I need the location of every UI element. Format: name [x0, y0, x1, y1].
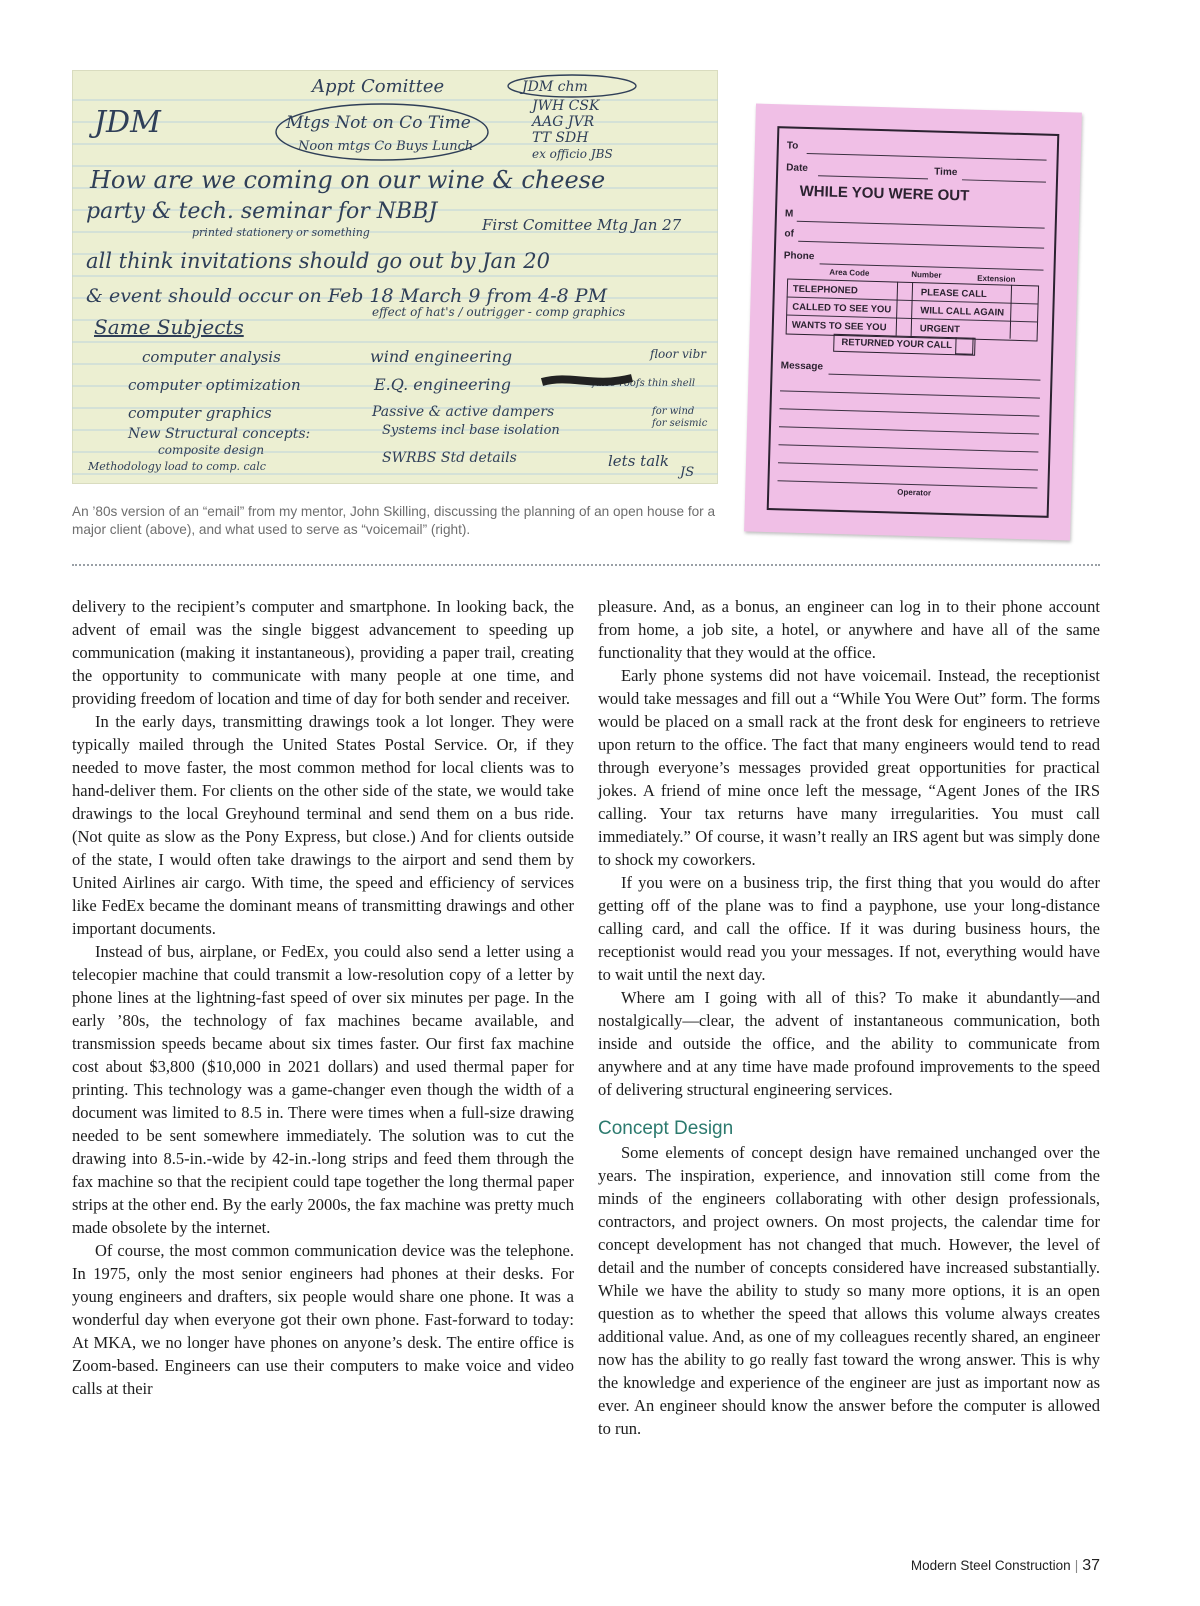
note-line: lets talk [608, 452, 670, 470]
form-phone-label: Phone [783, 250, 815, 263]
paragraph: delivery to the recipient’s computer and smartphone. In looking back, the advent of email was the single biggest advancement to speeding up communication (making it instantaneous), providing a paper trail, creating the opportunity to communicate with many people at one time, and providing freedom of location and time of day for both sender and receiver. [72, 597, 574, 708]
form-title: WHILE YOU WERE OUT [799, 182, 970, 205]
note-line: for seismic [652, 418, 708, 429]
note-line: computer analysis [142, 348, 281, 366]
form-to-label: To [786, 140, 799, 152]
note-line: Passive & active dampers [372, 404, 555, 420]
note-line: false roofs thin shell [592, 378, 696, 389]
paragraph: pleasure. And, as a bonus, an engineer can log in to their phone account from home, a job site, a hotel, or anywhere and have all of the same functionality that they would at the office. [598, 597, 1100, 662]
dotted-divider [72, 564, 1100, 566]
note-line: party & tech. seminar for NBBJ [86, 199, 438, 224]
form-check-called: CALLED TO SEE YOU [792, 301, 892, 316]
note-line: How are we coming on our wine & cheese [90, 166, 606, 194]
note-line: Noon mtgs Co Buys Lunch [298, 139, 474, 154]
paragraph: Of course, the most common communication device was the telephone. In 1975, only the most senior engineers had phones at their desks. For young engineers and drafters, six people would share one phone. It was a wonderful day when everyone got their own phone. Fast-forward to today: At MKA, we no longer have phones on anyone’s desk. The entire office is Zoom-based. Engineers can use their computers to make voice and video calls at their [72, 1241, 574, 1398]
note-line: ex officio JBS [532, 147, 613, 161]
form-extension-label: Extension [977, 273, 1016, 284]
note-line: Mtgs Not on Co Time [286, 113, 471, 133]
form-message-label: Message [780, 360, 824, 373]
note-line: & event should occur on Feb 18 March 9 from 4-8 PM [86, 285, 608, 307]
note-line: TT SDH [532, 130, 589, 146]
note-line: SWRBS Std details [382, 450, 517, 466]
note-line: JS [680, 465, 695, 480]
note-line: composite design [158, 443, 265, 457]
paragraph: Where am I going with all of this? To make it abundantly—and nostalgically—clear, the advent of instantaneous communication, both inside and outside the office, and the ability to communicate from anywhere and at any time have made profound improvements to the speed of delivering structural engineering services. [598, 988, 1100, 1099]
note-line: printed stationery or something [192, 226, 370, 239]
note-line: Methodology load to comp. calc [88, 460, 266, 473]
page-number: 37 [1082, 1557, 1100, 1574]
paragraph: If you were on a business trip, the first thing that you would do after getting off of the plane was to find a payphone, use your long-distance calling card, and call the office. If it was during business hours, the receptionist would read you your messages. If not, everything would have to wait until the next day. [598, 873, 1100, 984]
form-operator-label: Operator [897, 487, 932, 498]
note-line: JWH CSK [532, 98, 600, 114]
note-line: Systems incl base isolation [382, 423, 560, 438]
handwritten-note-image [72, 70, 718, 484]
form-area-code-label: Area Code [829, 267, 870, 278]
section-heading: Concept Design [598, 1118, 734, 1139]
while-you-were-out-form [744, 104, 1082, 541]
note-line: First Comittee Mtg Jan 27 [482, 216, 682, 234]
note-line: E.Q. engineering [374, 375, 511, 394]
form-m-label: M [784, 208, 794, 220]
page-footer: Modern Steel Construction | 37 [910, 1557, 1100, 1574]
form-border [767, 126, 1060, 518]
paragraph: Some elements of concept design have remained unchanged over the years. The inspiration, experience, and innovation still come from the minds of the engineers collaborating with other design professionals, contractors, and project owners. On most projects, the calendar time for concept development has not changed that much. However, the level of detail and the number of concepts considered have increased substantially. While we have the ability to study so many more options, it is an open question as to whether the speed that allows this volume always creates additional value. And, as one of my colleagues recently shared, an engineer now has the ability to go really fast toward the wrong answer. This is why the knowledge and experience of the engineer are just as important now as ever. An engineer should know the answer before the computer is allowed to run. [598, 1143, 1100, 1438]
note-line: Appt Comittee [312, 76, 445, 97]
figure-caption: An ’80s version of an “email” from my mentor, John Skilling, discussing the planning of an open house for a major client (above), and what used to serve as “voicemail” (right). [72, 504, 716, 537]
note-line: wind engineering [370, 347, 513, 366]
note-line: all think invitations should go out by Jan 20 [86, 249, 550, 273]
form-check-please-call: PLEASE CALL [920, 287, 987, 301]
form-check-urgent: URGENT [919, 323, 961, 336]
note-line: computer graphics [128, 404, 272, 422]
note-line: New Structural concepts: [128, 426, 311, 442]
note-line: Same Subjects [94, 315, 244, 339]
handwritten-note-svg [72, 70, 718, 484]
note-line: JDM chm [522, 79, 588, 95]
form-date-label: Date [786, 162, 809, 175]
note-line: for wind [652, 406, 695, 417]
note-line: AAG JVR [532, 114, 595, 130]
paragraph: Instead of bus, airplane, or FedEx, you could also send a letter using a telecopier machine that could transmit a low-resolution copy of a letter by phone lines at the lightning-fast speed of over six minutes per page. In the early ’80s, the technology of fax machines became available, and transmission speeds became about six times faster. Our first fax machine cost about $3,800 ($10,000 in 2021 dollars) and used thermal paper for printing. This technology was a game-changer even though the width of a document was limited to 8.5 in. There were times when a full-size drawing needed to be sent somewhere immediately. The solution was to cut the drawing into 8.5-in.-wide by 42-in.-long strips and feed them through the fax machine so that the recipient could tape together the long thermal paper strips at the other end. By the early 2000s, the fax machine was pretty much made obsolete by the internet. [72, 942, 574, 1237]
form-time-label: Time [934, 166, 958, 179]
note-line: effect of hat's / outrigger - comp graphics [372, 305, 626, 319]
form-returned-call: RETURNED YOUR CALL [841, 337, 953, 352]
article-column-left [72, 595, 574, 1400]
paragraph: Early phone systems did not have voicemail. Instead, the receptionist would take messages and fill out a “While You Were Out” form. The forms would be placed on a small rack at the front desk for engineers to retrieve upon return to the office. The fact that many engineers would tend to read through everyone’s messages provided great opportunities for practical jokes. A friend of mine once left the message, “Agent Jones of the IRS calling. Your tax returns have many irregularities. You must call immediately.” Of course, it wasn’t really an IRS agent but was simply done to shock my coworkers. [598, 666, 1100, 869]
note-line: floor vibr [650, 347, 707, 361]
form-of-label: of [784, 228, 795, 240]
note-line: JDM [94, 105, 161, 140]
paragraph: In the early days, transmitting drawings took a lot longer. They were typically mailed through the United States Postal Service. Or, if they needed to move faster, the most common method for local clients was to hand-deliver them. For clients on the other side of the state, we would take drawings to the local Greyhound terminal and send them on a bus ride. (Not quite as slow as the Pony Express, but close.) And for clients outside of the state, I would often take drawings to the airport and send them by United Airlines air cargo. With time, the speed and efficiency of services like FedEx became the dominant means of transmitting drawings and other important documents. [72, 712, 574, 938]
note-line: computer optimization [128, 376, 301, 394]
form-check-will-call: WILL CALL AGAIN [920, 305, 1005, 319]
form-number-label: Number [911, 269, 942, 280]
form-check-telephoned: TELEPHONED [792, 283, 858, 297]
article-column-right [598, 595, 1100, 1440]
publication-name: Modern Steel Construction [910, 1558, 1071, 1573]
form-check-wants: WANTS TO SEE YOU [791, 319, 887, 334]
